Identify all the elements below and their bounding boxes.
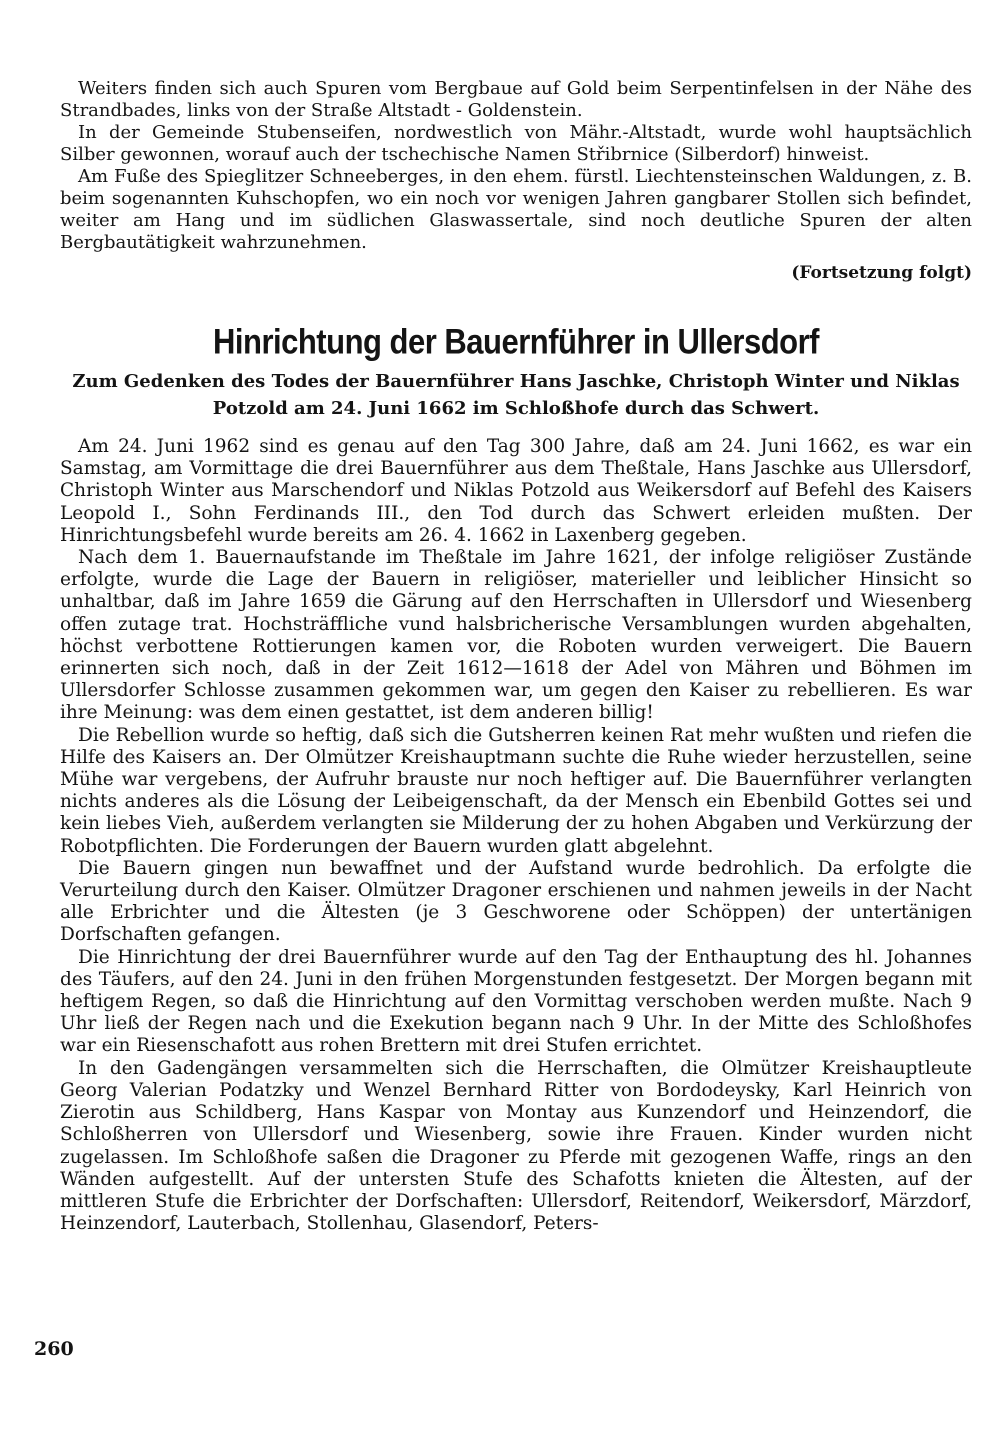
article-paragraph-5: Die Hinrichtung der drei Bauernführer wurde auf den Tag der Enthauptung des hl. Johannes des Täufers, auf den 24. Juni in den frühen Morgenstunden festgesetzt. Der Morgen begann mit heftigem Regen, so daß die Hinrichtung auf den Vormittag verschoben werden mußte. Nach 9 Uhr ließ der Regen nach und die Exekution begann nach 9 Uhr. In der Mitte des Schloßhofes war ein Riesenschafott aus rohen Brettern mit drei Stufen errichtet. xyxy=(60,946,972,1057)
article-paragraph-4: Die Bauern gingen nun bewaffnet und der Aufstand wurde bedrohlich. Da erfolgte die Verurteilung durch den Kaiser. Olmützer Dragoner erschienen und nahmen jeweils in der Nacht alle Erbrichter und die Ältesten (je 3 Geschworene oder Schöppen) der untertänigen Dorfschaften gefangen. xyxy=(60,857,972,946)
previous-paragraph-2: In der Gemeinde Stubenseifen, nordwestlich von Mähr.-Altstadt, wurde wohl hauptsächlich Silber gewonnen, worauf auch der tschechische Namen Střibrnice (Silberdorf) hinweist. xyxy=(60,122,972,165)
article-paragraph-1: Am 24. Juni 1962 sind es genau auf den Tag 300 Jahre, daß am 24. Juni 1662, es war ein Samstag, am Vormittage die drei Bauernführer aus dem Theßtale, Hans Jaschke aus Ullersdorf, Christoph Winter aus Marschendorf und Niklas Potzold aus Weikersdorf auf Befehl des Kaisers Leopold I., Sohn Ferdinands III., den Tod durch das Schwert erleiden mußten. Der Hinrichtungsbefehl wurde bereits am 26. 4. 1662 in Laxenberg gegeben. xyxy=(60,436,972,546)
previous-paragraph-3: Am Fuße des Spieglitzer Schneeberges, in den ehem. fürstl. Liechtensteinschen Waldungen, z. B. beim sogenannten Kuhschopfen, wo ein noch vor wenigen Jahren gangbarer Stollen sich befindet, weiter am Hang und im südlichen Glaswassertale, sind noch deutliche Spuren der alten Bergbautätigkeit wahrzunehmen. xyxy=(60,166,972,253)
article-subtitle: Zum Gedenken des Todes der Bauernführer Hans Jaschke, Christoph Winter und Niklas Potzold am 24. Juni 1662 im Schloßhofe durch das Schwert. xyxy=(72,371,960,419)
continuation-note: (Fortsetzung folgt) xyxy=(791,263,972,283)
article-paragraph-2: Nach dem 1. Bauernaufstande im Theßtale im Jahre 1621, der infolge religiöser Zustände erfolgte, wurde die Lage der Bauern in religiöser, materieller und leiblicher Hinsicht so unhaltbar, daß im Jahre 1659 die Gärung auf den Herrschaften in Ullersdorf und Wiesenberg offen zutage trat. Hochsträffliche vund halsbricherische Versamblungen wurden abgehalten, höchst verbottene Rottierungen kamen vor, die Roboten wurden verweigert. Die Bauern erinnerten sich noch, daß in der Zeit 1612—1618 der Adel von Mähren und Böhmen im Ullersdorfer Schlosse zusammen gekommen war, um gegen den Kaiser zu rebellieren. Es war ihre Meinung: was dem einen gestattet, ist dem anderen billig! xyxy=(60,547,972,724)
article-paragraph-6: In den Gadengängen versammelten sich die Herrschaften, die Olmützer Kreishauptleute Georg Valerian Podatzky und Wenzel Bernhard Ritter von Bordodeysky, Karl Heinrich von Zierotin aus Schildberg, Hans Kaspar von Montay aus Kunzendorf und Heinzendorf, die Schloßherren von Ullersdorf und Wiesenberg, sowie ihre Frauen. Kinder wurden nicht zugelassen. Im Schloßhofe saßen die Dragoner zu Pferde mit gezogenen Waffe, rings an den Wänden aufgestellt. Auf der untersten Stufe des Schafotts knieten die Ältesten, auf der mittleren Stufe die Erbrichter der Dorfschaften: Ullersdorf, Reitendorf, Weikersdorf, Märzdorf, Heinzendorf, Lauterbach, Stollenhau, Glasendorf, Peters- xyxy=(60,1057,972,1235)
page-number: 260 xyxy=(34,1338,74,1360)
page-body xyxy=(60,78,972,1235)
article-section xyxy=(60,321,972,1235)
previous-paragraph-1: Weiters finden sich auch Spuren vom Bergbaue auf Gold beim Serpentinfelsen in der Nähe des Strandbades, links von der Straße Altstadt - Goldenstein. xyxy=(60,78,972,121)
article-title: Hinrichtung der Bauernführer in Ullersdorf xyxy=(213,321,819,362)
article-body xyxy=(60,436,972,1235)
previous-article-section xyxy=(60,78,972,284)
article-paragraph-3: Die Rebellion wurde so heftig, daß sich die Gutsherren keinen Rat mehr wußten und riefen die Hilfe des Kaisers an. Der Olmützer Kreishauptmann suchte die Ruhe wieder herzustellen, seine Mühe war vergebens, der Aufruhr brauste nur noch heftiger auf. Die Bauernführer verlangten nichts anderes als die Lösung der Leibeigenschaft, da der Mensch ein Ebenbild Gottes sei und kein liebes Vieh, außerdem verlangten sie Milderung der zu hohen Abgaben und Verkürzung der Robotpflichten. Die Forderungen der Bauern wurden glatt abgelehnt. xyxy=(60,724,972,857)
